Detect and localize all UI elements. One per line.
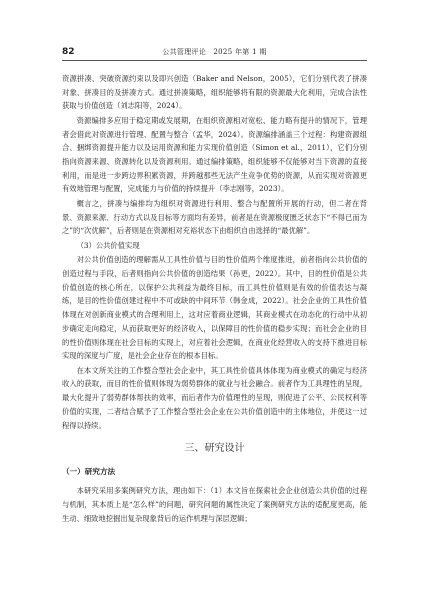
paragraph: 概言之，拼凑与编排均为组织对资源进行利用、整合与配置所开展的行动，但二者在背景、资源来源、行动方式以及目标等方面均有差异，前者是在资源极度匮乏状态下“不得已而为之”的“次优解”，后者则是在资源相对充裕状态下由组织自由选择的“最优解”。 — [62, 198, 367, 236]
page-number: 82 — [62, 47, 75, 57]
paragraph: 在本文所关注的工作整合型社会企业中，其工具性价值具体体现为商业模式的确定与经济收入的获取，而目的性价值则体现为弱势群体的就业与社会融合。前者作为工具理性的呈现，最大化提升了弱势群体帮扶的效率，而后者作为价值理性的呈现，则促进了公平、公民权利等价值的实现，二者结合赋予了工作整合型社会企业在公共价值创造中的主体地位，并使这一过程得以持续。 — [62, 365, 367, 430]
paragraph: 对公共价值创造的理解需从工具性价值与目的性价值两个维度推进，前者指向公共价值的创造过程与手段，后者则指向公共价值的创造结果（孙更，2022）。其中，目的性价值是公共价值创造的核心所在，以保护公共利益为最终目标，而工具性价值则是有效的价值表达与凝练，是目的性价值创建过程中不可或缺的中间环节（韩金成，2022）。社会企业的工具性价值体现在对创新商业模式的合理利用上，这对应着商业逻辑，其商业模式在动态化的行动中从初步确定走向稳定，从而获取更好的经济收入，以保障目的性价值的稳步实现；而社会企业的目的性价值则体现在社会目标的实现上，对应着社会逻辑，在商业化经营收入的支持下推进目标实现的深度与广度，是社会企业存在的根本目标。 — [62, 255, 367, 361]
paragraph: 本研究采用多案例研究方法，理由如下：（1）本文旨在探索社会企业创造公共价值的过程与机制，其本质上是“怎么样”的问题，研究问题的属性决定了案例研究方法的适配度更高，能生动、细致地挖掘出复杂现象背后的运作机理与深层逻辑； — [62, 486, 367, 523]
running-header — [62, 46, 367, 61]
journal-title: 公共管理评论 2025 年第 1 期 — [162, 48, 267, 56]
article-body — [62, 72, 367, 526]
paragraph: 资源拼凑、突破资源约束以及即兴创造（Baker and Nelson，2005），它们分别代表了拼凑对象、拼凑目的及拼凑方式。通过拼凑策略，组织能够将有限的资源最大化利用，完成合法性获取与价值创造（刘志阳等，2024）。 — [62, 74, 367, 111]
paragraph: 资源编排多应用于稳定期或发展期，在组织资源相对宽松、能力略有提升的情况下，管理者会借此对资源进行管理、配置与整合（孟华，2024）。资源编排涵盖三个过程：构建资源组合、捆绑资源提升能力以及运用资源和能力实现价值创造（Simon et al.，2011），它们分别指向资源来源、资源转化以及资源利用。通过编排策略，组织能够不仅能够对当下资源的直接利用，而是进一步跨边界积累资源，并跨越那些无法产生竞争优势的资源，从而实现对资源更有效地管理与配置，完成能力与价值的持续提升（李志刚等，2023）。 — [62, 115, 367, 194]
subsection-title: （一）研究方法 — [62, 467, 116, 477]
section-title: 三、研究设计 — [184, 443, 245, 455]
subheading: （3）公共价值实现 — [76, 240, 140, 250]
